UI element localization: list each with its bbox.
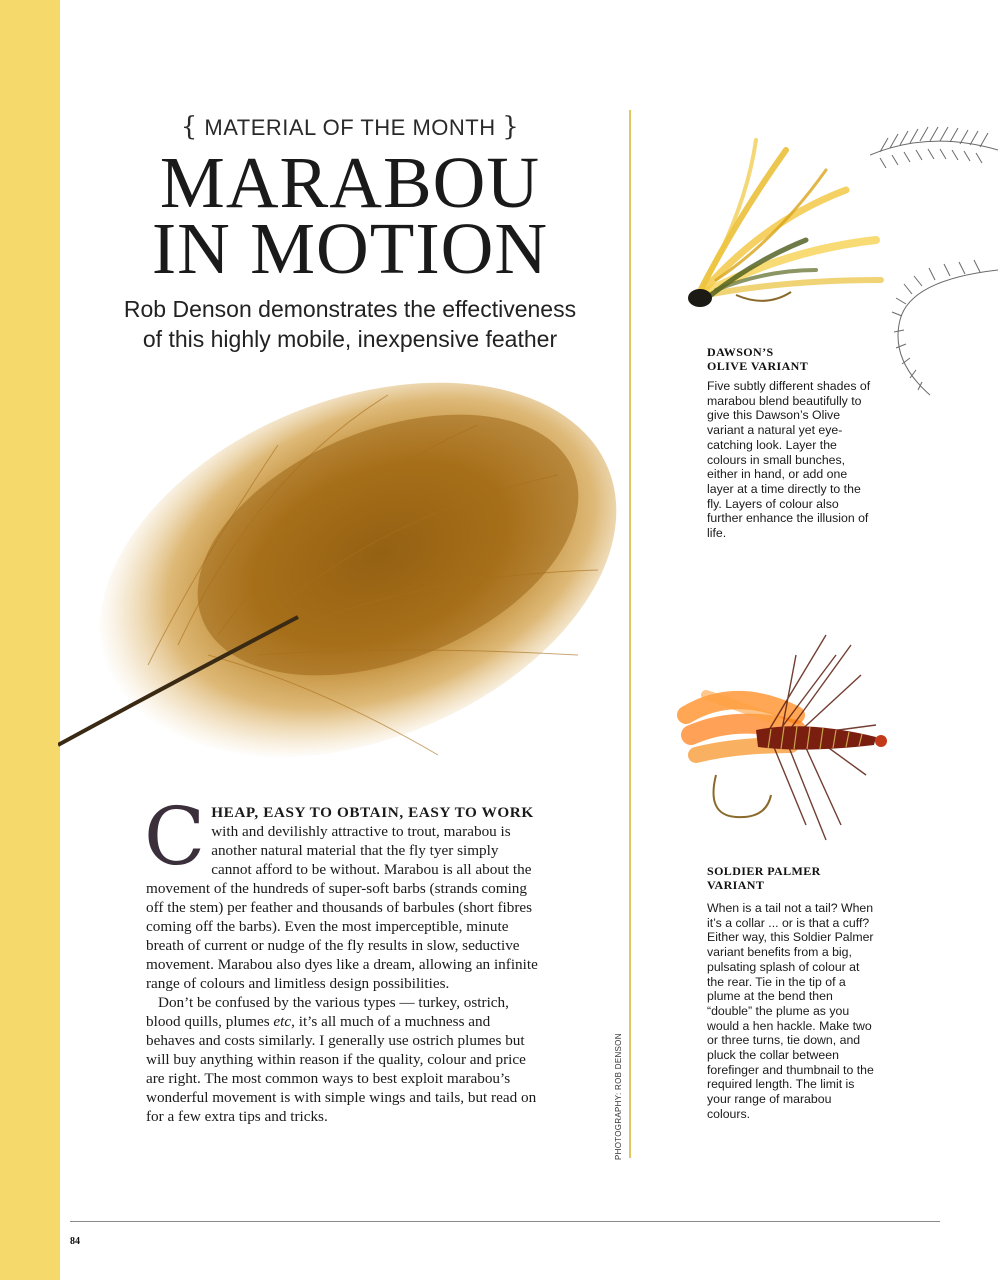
drop-cap: C: [144, 790, 206, 883]
grey-feather-quills: [870, 110, 998, 400]
fly1-title-line-2: OLIVE VARIANT: [707, 359, 809, 373]
soldier-palmer-fly-image: [676, 625, 891, 860]
page-number: 84: [70, 1236, 80, 1247]
fly1-caption-title: [707, 345, 808, 373]
paragraph-2-text-a: Don’t be confused by the various types — turkey, ostrich, blood quills, plumes: [146, 994, 509, 1030]
paragraph-1-text: with and devilishly attractive to trout, marabou is another natural material that the fly tyer simply cannot afford to be without. Marabou is all about the movement of the hundreds of super-soft barbs (strands coming off the stem) per feather and thousands of barbules (short fibres coming off the barbs). Even the most imperceptible, minute breath of current or nudge of the fly results in slow, seductive movement. Marabou also dyes like a dream, allowing an infinite range of colours and limitless design possibilities.: [146, 823, 538, 992]
standfirst: [100, 294, 600, 354]
marabou-feather-image: [58, 355, 618, 785]
article-title: [90, 142, 610, 289]
section-kicker: [110, 112, 590, 142]
column-divider: [629, 110, 631, 1158]
fly1-caption-body: Five subtly different shades of marabou blend beautifully to give this Dawson’s Olive variant a natural yet eye-catching look. Layer the colours in small bunches, either in hand, or add one layer at a time directly to the fly. Layers of colour also further enhance the illusion of life.: [707, 379, 871, 541]
footer-rule: [70, 1221, 940, 1222]
lead-in: HEAP, EASY TO OBTAIN, EASY TO WORK: [211, 804, 534, 821]
paragraph-2-text-b: , it’s all much of a muchness and behaves and costs similarly. I generally use ostrich plumes but will buy anything within reason if the quality, colour and price are right. The most common ways to best exploit marabou’s wonderful movement is with simple wings and tails, but read on for a few extra tips and tricks.: [146, 1013, 537, 1125]
fly2-title-line-1: SOLDIER PALMER: [707, 864, 821, 878]
fly1-title-line-1: DAWSON’S: [707, 345, 774, 359]
paragraph-2-etc: etc: [273, 1013, 292, 1030]
fly2-caption-body: When is a tail not a tail? When it’s a collar ... or is that a cuff? Either way, this Soldier Palmer variant benefits from a big, pulsating splash of colour at the rear. Tie in the tip of a plume at the bend then “double” the plume as you would a hen hackle. Make two or three turns, tie down, and pluck the collar between forefinger and thumbnail to the required length. The limit is your range of marabou colours.: [707, 901, 874, 1121]
title-line-2: IN MOTION: [151, 208, 549, 289]
standfirst-line-1: Rob Denson demonstrates the effectiveness: [123, 296, 577, 322]
paragraph-2: [146, 993, 538, 1126]
yellow-margin-bar: [0, 0, 60, 1280]
photo-credit: PHOTOGRAPHY: ROB DENSON: [614, 1033, 623, 1160]
title-line-1: MARABOU: [159, 142, 541, 223]
article-body: [144, 790, 538, 1126]
dawsons-olive-fly-image: [676, 130, 891, 315]
standfirst-line-2: of this highly mobile, inexpensive feather: [142, 326, 558, 352]
fly2-caption-title: [707, 864, 821, 892]
fly2-title-line-2: VARIANT: [707, 878, 765, 892]
paragraph-1: [144, 790, 538, 993]
kicker-open-brace: {: [180, 112, 198, 142]
kicker-close-brace: }: [502, 112, 520, 142]
kicker-text: MATERIAL OF THE MONTH: [204, 115, 496, 140]
